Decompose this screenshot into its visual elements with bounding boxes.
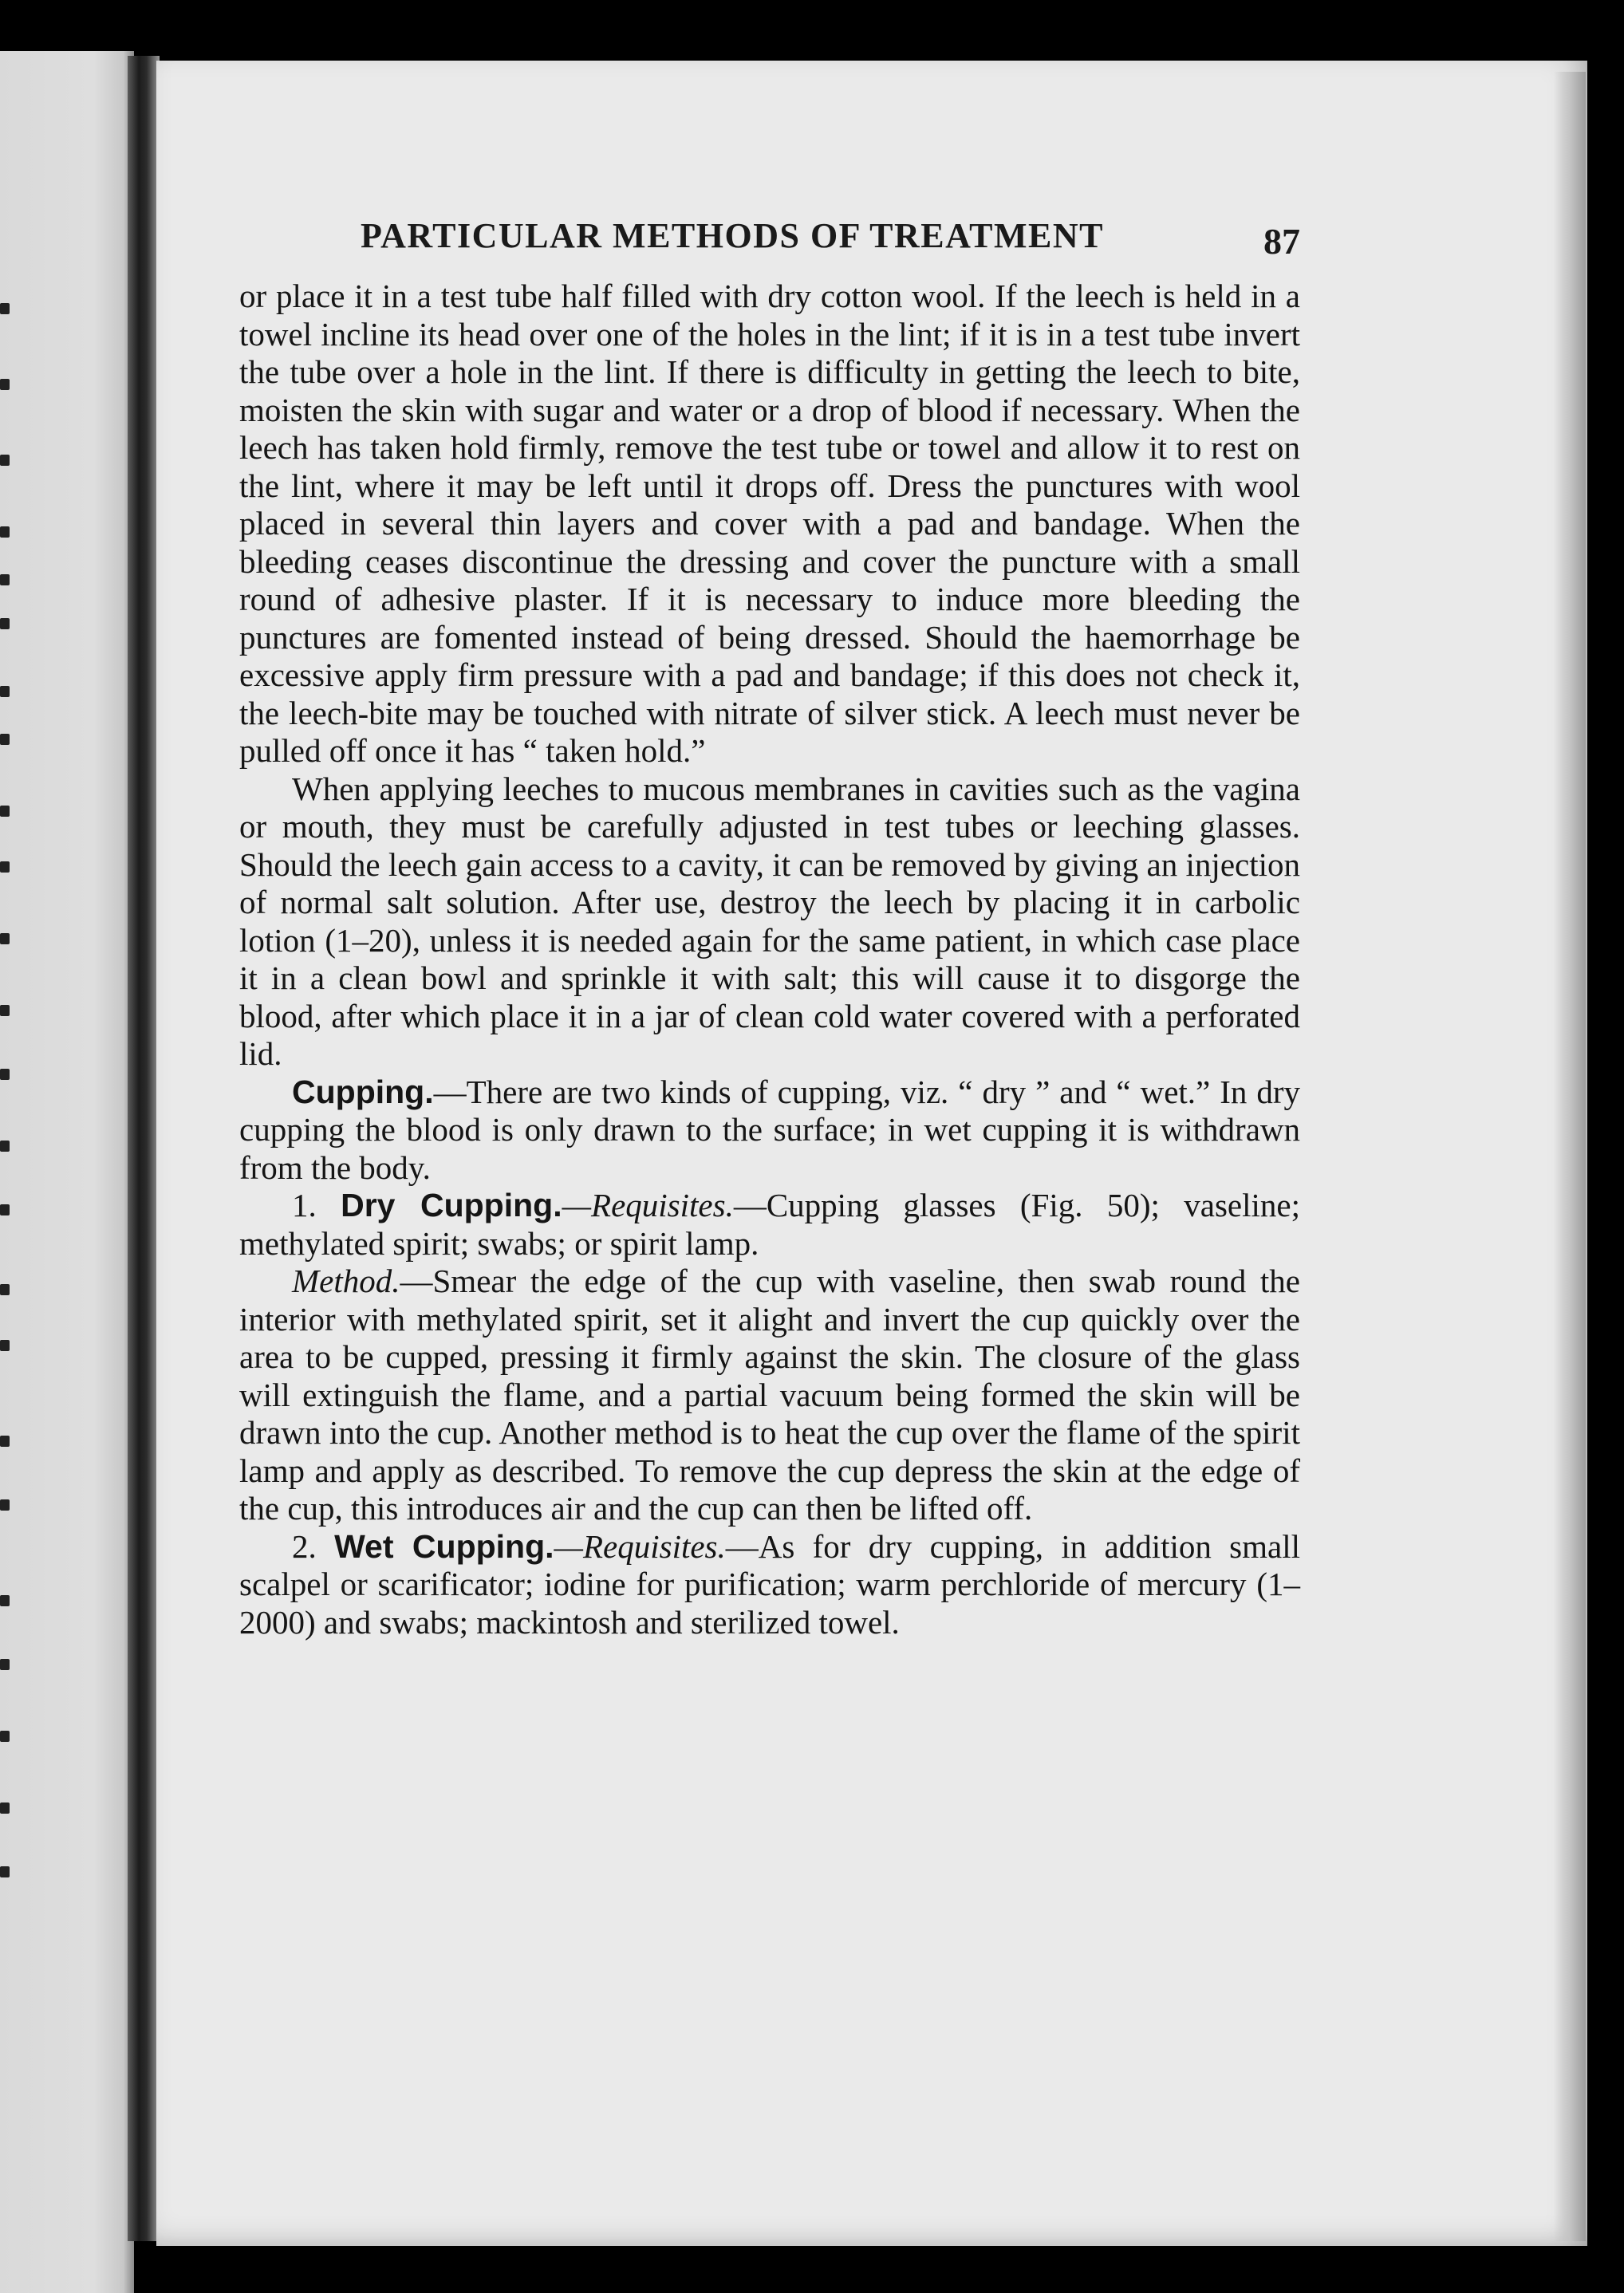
paragraph-cupping [239, 1074, 1300, 1188]
dry-cupping-number: 1. [292, 1187, 317, 1223]
wet-cupping-heading: Wet Cupping. [334, 1527, 554, 1565]
page-number: 87 [1263, 221, 1300, 262]
left-page-edge [0, 51, 134, 2293]
paragraph-mucous-membranes: When applying leeches to mucous membranes in cavities such as the vagina or mouth, they must be carefully adjusted in test tubes or leeching glasses. Should the leech gain access to a cavity, it can be removed by giving an injection of normal salt solution. After use, destroy the leech by placing it in carbolic lotion (1–20), unless it is needed again for the same patient, in which case place it in a clean bowl and sprinkle it with salt; this will cause it to disgorge the blood, after which place it in a jar of clean cold water covered with a perforated lid. [239, 770, 1300, 1072]
paragraph-dry-cupping-method [239, 1263, 1300, 1528]
running-title: PARTICULAR METHODS OF TREATMENT [361, 216, 1104, 255]
wet-cupping-requisites-label: —Requisites. [554, 1527, 726, 1565]
left-page-cut-off-text [0, 303, 16, 1898]
wet-cupping-number: 2. [292, 1527, 317, 1565]
cupping-text: —There are two kinds of cupping, viz. “ dry ” and “ wet.” In dry cupping the blood is only drawn to the surface; in wet cupping it is withdrawn from the body. [239, 1073, 1300, 1186]
wet-cupping-requisites-text: —As for dry cupping, in addition small scalpel or scarificator; iodine for purification; warm perchloride of mercury (1–2000) and swabs; mackintosh and sterilized towel. [239, 1527, 1301, 1641]
cupping-heading: Cupping. [292, 1073, 434, 1110]
dry-cupping-requisites-label: —Requisites. [562, 1187, 734, 1223]
book-gutter [128, 56, 160, 2241]
paragraph-leech-application: or place it in a test tube half filled with dry cotton wool. If the leech is held in a towel incline its head over one of the holes in the lint; if it is in a test tube invert the tube over a hole in the lint. If there is difficulty in getting the leech to bite, moisten the skin with sugar and water or a drop of blood if necessary. When the leech has taken hold firmly, remove the test tube or towel and allow it to rest on the lint, where it may be left until it drops off. Dress the punctures with wool placed in several thin layers and cover with a pad and bandage. When the bleeding ceases discontinue the dressing and cover the puncture with a small round of adhesive plaster. If it is necessary to induce more bleeding the punctures are fomented instead of being dressed. Should the haemorrhage be excessive apply firm pressure with a pad and bandage; if this does not check it, the leech-bite may be touched with nitrate of silver stick. A leech must never be pulled off once it has “ taken hold.” [239, 278, 1300, 769]
paragraph-dry-cupping [239, 1187, 1300, 1263]
dry-cupping-heading: Dry Cupping. [341, 1187, 562, 1223]
page-content [239, 215, 1300, 1641]
method-text: —Smear the edge of the cup with vaseline, then swab round the interior with methylated spirit, set it alight and invert the cup quickly over the area to be cupped, pressing it firmly against the skin. The closure of the glass will extinguish the flame, and a partial vacuum being formed the skin will be drawn into the cup. Another method is to heat the cup over the flame of the spirit lamp and apply as described. To remove the cup depress the skin at the edge of the cup, this introduces air and the cup can then be lifted off. [239, 1263, 1300, 1527]
dry-cupping-requisites-text: —Cupping glasses (Fig. 50); vaseline; methylated spirit; swabs; or spirit lamp. [239, 1187, 1300, 1262]
paragraph-wet-cupping [239, 1528, 1300, 1642]
running-head [239, 215, 1300, 271]
method-label: Method. [292, 1263, 400, 1299]
right-page-edge-shadow [1554, 72, 1586, 2241]
